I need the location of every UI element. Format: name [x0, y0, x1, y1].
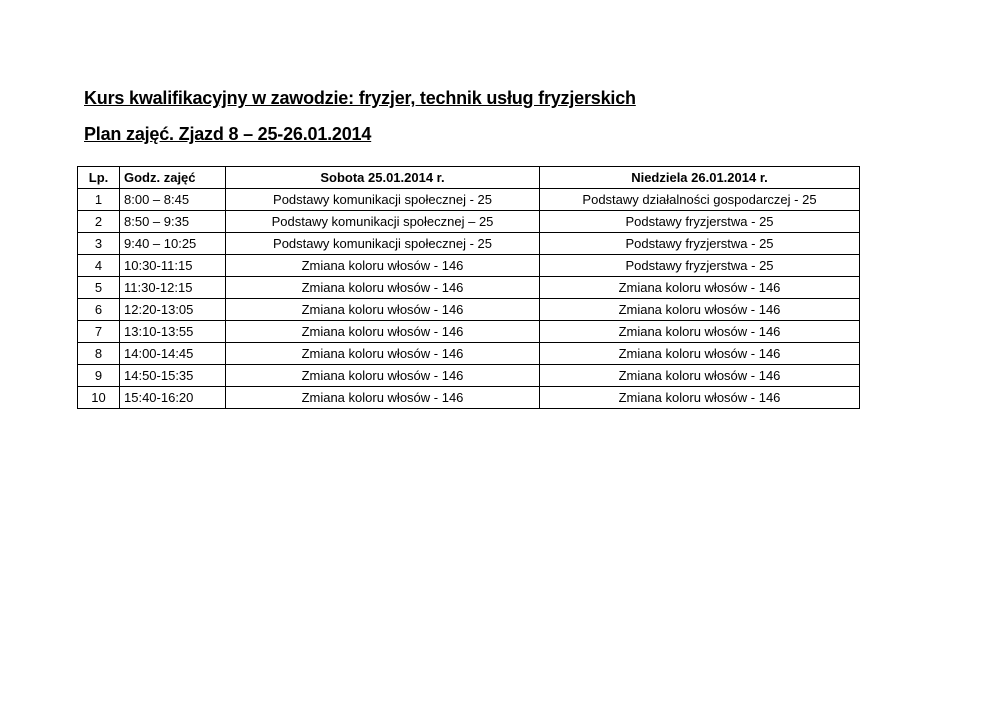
cell-sunday: Podstawy fryzjerstwa - 25: [540, 211, 860, 233]
cell-lp: 10: [78, 387, 120, 409]
document-title: Kurs kwalifikacyjny w zawodzie: fryzjer, technik usług fryzjerskich: [84, 88, 636, 108]
cell-time: 12:20-13:05: [120, 299, 226, 321]
cell-time: 11:30-12:15: [120, 277, 226, 299]
header-saturday: Sobota 25.01.2014 r.: [226, 167, 540, 189]
table-row: [78, 365, 860, 387]
cell-sunday: Podstawy działalności gospodarczej - 25: [540, 189, 860, 211]
cell-lp: 2: [78, 211, 120, 233]
cell-lp: 1: [78, 189, 120, 211]
cell-saturday: Zmiana koloru włosów - 146: [226, 387, 540, 409]
cell-lp: 9: [78, 365, 120, 387]
table-row: [78, 387, 860, 409]
header-time: Godz. zajęć: [120, 167, 226, 189]
document-subtitle: Plan zajęć. Zjazd 8 – 25-26.01.2014: [84, 124, 372, 144]
cell-saturday: Zmiana koloru włosów - 146: [226, 299, 540, 321]
cell-sunday: Podstawy fryzjerstwa - 25: [540, 233, 860, 255]
cell-lp: 3: [78, 233, 120, 255]
schedule-table: [77, 166, 860, 409]
cell-time: 9:40 – 10:25: [120, 233, 226, 255]
cell-sunday: Zmiana koloru włosów - 146: [540, 365, 860, 387]
table-row: [78, 343, 860, 365]
cell-time: 10:30-11:15: [120, 255, 226, 277]
cell-sunday: Zmiana koloru włosów - 146: [540, 343, 860, 365]
cell-lp: 6: [78, 299, 120, 321]
cell-time: 14:00-14:45: [120, 343, 226, 365]
cell-sunday: Zmiana koloru włosów - 146: [540, 321, 860, 343]
cell-time: 8:00 – 8:45: [120, 189, 226, 211]
cell-sunday: Zmiana koloru włosów - 146: [540, 387, 860, 409]
header-lp: Lp.: [78, 167, 120, 189]
table-row: [78, 255, 860, 277]
cell-sunday: Zmiana koloru włosów - 146: [540, 277, 860, 299]
cell-saturday: Zmiana koloru włosów - 146: [226, 321, 540, 343]
cell-time: 15:40-16:20: [120, 387, 226, 409]
cell-saturday: Zmiana koloru włosów - 146: [226, 277, 540, 299]
cell-saturday: Podstawy komunikacji społecznej – 25: [226, 211, 540, 233]
cell-time: 14:50-15:35: [120, 365, 226, 387]
cell-saturday: Podstawy komunikacji społecznej - 25: [226, 189, 540, 211]
cell-lp: 8: [78, 343, 120, 365]
table-row: [78, 211, 860, 233]
cell-lp: 4: [78, 255, 120, 277]
table-row: [78, 189, 860, 211]
table-row: [78, 321, 860, 343]
header-sunday: Niedziela 26.01.2014 r.: [540, 167, 860, 189]
cell-lp: 5: [78, 277, 120, 299]
cell-time: 8:50 – 9:35: [120, 211, 226, 233]
cell-sunday: Zmiana koloru włosów - 146: [540, 299, 860, 321]
table-row: [78, 277, 860, 299]
table-row: [78, 299, 860, 321]
cell-saturday: Zmiana koloru włosów - 146: [226, 365, 540, 387]
cell-saturday: Zmiana koloru włosów - 146: [226, 343, 540, 365]
cell-saturday: Podstawy komunikacji społecznej - 25: [226, 233, 540, 255]
cell-time: 13:10-13:55: [120, 321, 226, 343]
cell-sunday: Podstawy fryzjerstwa - 25: [540, 255, 860, 277]
cell-lp: 7: [78, 321, 120, 343]
table-header-row: [78, 167, 860, 189]
cell-saturday: Zmiana koloru włosów - 146: [226, 255, 540, 277]
table-row: [78, 233, 860, 255]
